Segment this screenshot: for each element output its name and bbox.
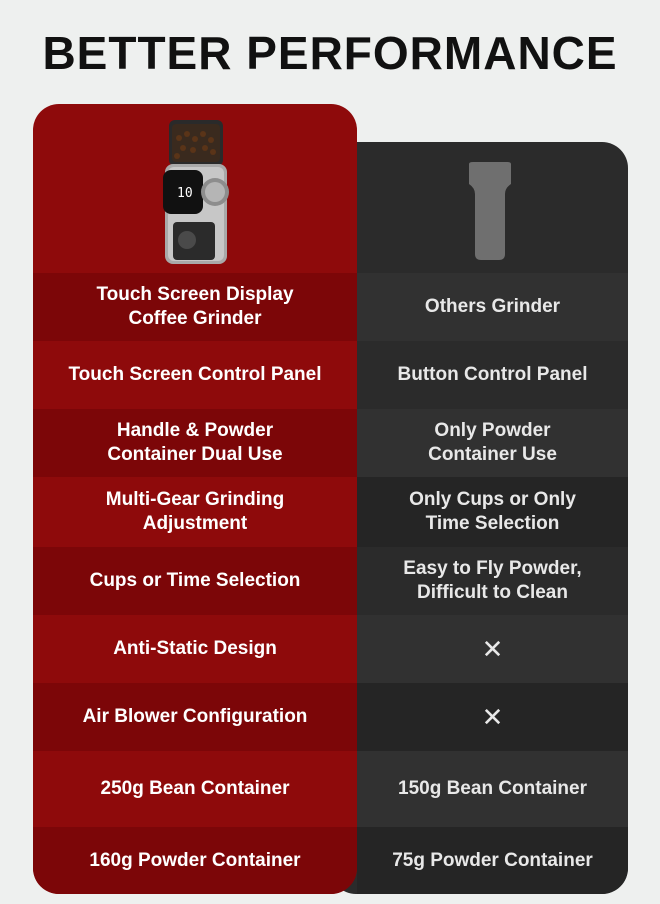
ours-cell-5: Anti-Static Design	[113, 638, 277, 659]
others-cell-4: Easy to Fly Powder, Difficult to Clean	[403, 558, 582, 603]
ours-cell-6: Air Blower Configuration	[33, 683, 357, 751]
others-cell-0: Others Grinder	[357, 273, 628, 341]
ours-column	[33, 104, 357, 894]
display-reading: 10	[177, 186, 193, 201]
others-cell-5: ✕	[357, 615, 628, 683]
others-cell-7: 150g Bean Container	[357, 751, 628, 827]
others-cell-8: 75g Powder Container	[357, 827, 628, 894]
ours-cell-2: Handle & Powder Container Dual Use	[33, 409, 357, 477]
others-column	[330, 142, 628, 894]
ours-cell-1: Touch Screen Control Panel	[68, 364, 322, 385]
others-cell-1: Button Control Panel	[397, 364, 588, 385]
page-title: BETTER PERFORMANCE	[42, 27, 618, 79]
others-cell-3: Only Cups or Only Time Selection	[357, 477, 628, 547]
coffee-grinder-image	[161, 118, 231, 268]
others-cell-6: ✕	[357, 683, 628, 751]
ours-cell-3: Multi-Gear Grinding Adjustment	[105, 489, 285, 534]
ours-cell-4: Cups or Time Selection	[33, 547, 357, 615]
others-cell-2: Only Powder Container Use	[357, 409, 628, 477]
ours-cell-8: 160g Powder Container	[33, 827, 357, 894]
ours-cell-7: 250g Bean Container	[100, 778, 290, 799]
generic-grinder-icon	[465, 162, 515, 262]
ours-cell-0: Touch Screen Display Coffee Grinder	[33, 273, 357, 341]
